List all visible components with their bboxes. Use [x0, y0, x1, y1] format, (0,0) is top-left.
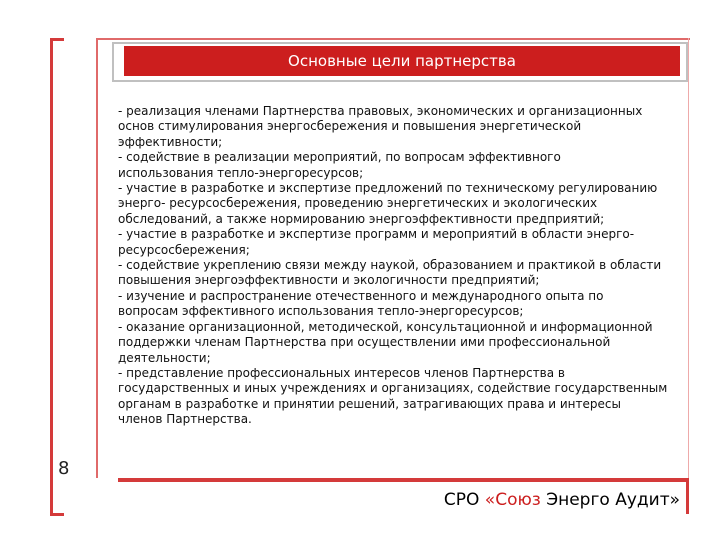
- footer-accent: «Союз: [484, 490, 541, 510]
- footer-prefix: СРО: [443, 490, 485, 510]
- body-text: - реализация членами Партнерства правовых, экономических и организационных основ стимулирования энергосбережения и повышения энергетической эффективности; - содействие в реализации мероприятий, по вопросам эффективного использования тепло-энергоресурсов; - участие в разработке и экспертизе предложений по техническому регулированию энерго- ресурсосбережения, проведению энергетических и экологических обследований, а также нормированию энергоэффективности предприятий; - участие в разработке и экспертизе программ и мероприятий в области энерго- ресурсосбережения; - содействие укреплению связи между наукой, образованием и практикой в области повышения энергоэффективности и экологичности предприятий; - изучение и распространение отечественного и международного опыта по вопросам эффективного использования тепло-энергоресурсов; - оказание организационной, методической, консультационной и информационной поддержки членам Партнерства при осуществлении ими профессиональной деятельности; - представление профессиональных интересов членов Партнерства в государственных и иных учреждениях и организациях, содействие государственным органам в разработке и принятии решений, затрагивающих права и интересы членов Партнерства.: [118, 104, 668, 427]
- slide-title: Основные цели партнерства: [124, 46, 680, 76]
- footer-right-tick: [686, 478, 689, 514]
- frame-left-line: [96, 38, 98, 478]
- left-bracket-frame: [50, 38, 64, 516]
- footer-organization-name: [444, 490, 680, 510]
- footer-line: [118, 478, 688, 482]
- footer-suffix: Энерго Аудит»: [540, 490, 680, 510]
- page-number: 8: [58, 458, 70, 479]
- frame-top-line: [96, 38, 690, 40]
- frame-right-line: [688, 38, 689, 478]
